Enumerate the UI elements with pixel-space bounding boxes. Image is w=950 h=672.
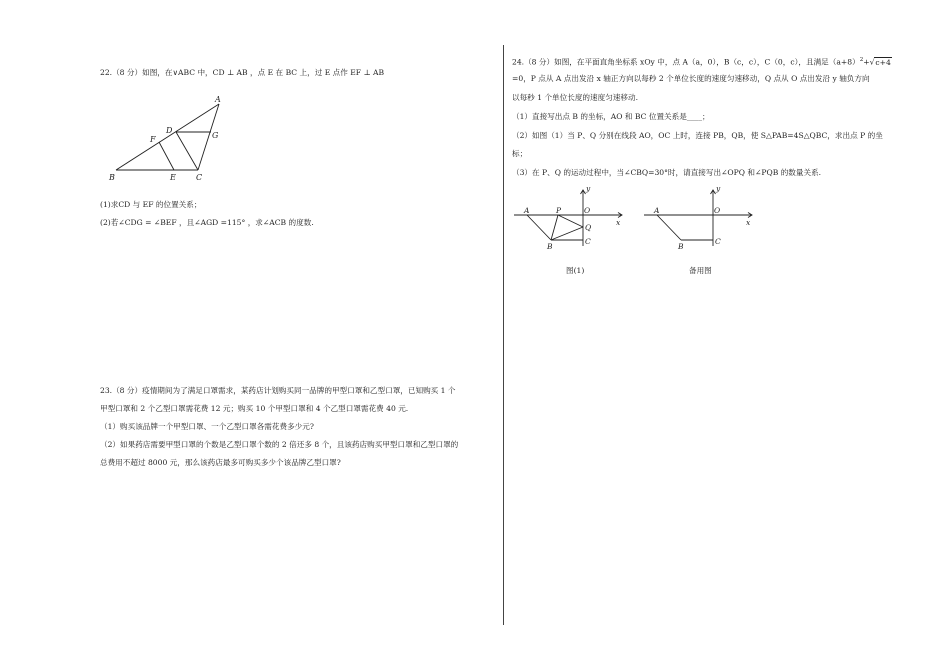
q24-fig1-caption: 图(1) bbox=[566, 266, 585, 275]
q24-exponent: 2 bbox=[859, 57, 864, 63]
q23-part1: （1）购买该品牌一个甲型口罩、一个乙型口罩各需花费多少元? bbox=[100, 422, 314, 431]
fig1-label-O: O bbox=[584, 206, 591, 215]
q24-part2b: 标； bbox=[512, 149, 528, 158]
fig1-label-y: y bbox=[586, 184, 591, 193]
q24-part3: （3）在 P、Q 的运动过程中，当∠CBQ=30°时，请直接写出∠OPQ 和∠PQB 的数量关系. bbox=[512, 168, 822, 177]
q23-line2: 甲型口罩和 2 个乙型口罩需花费 12 元；购买 10 个甲型口罩和 4 个乙型口罩需花费 40 元. bbox=[100, 404, 409, 413]
q22-part1: (1)求CD 与 EF 的位置关系； bbox=[100, 200, 202, 209]
label-G: G bbox=[212, 131, 219, 140]
fig1-label-x: x bbox=[616, 218, 621, 227]
fig1-label-Q: Q bbox=[585, 223, 592, 232]
q24-line1: 24.（8 分）如图，在平面直角坐标系 xOy 中，点 A（a，0），B（c，c），C（0，c），且满足$(a+8)^2+√c+4$ bbox=[512, 57, 891, 67]
q23-part2b: 总费用不超过 8000 元，那么该药店最多可购买多少个该品牌乙型口罩? bbox=[100, 458, 341, 467]
fig2-label-y: y bbox=[716, 184, 721, 193]
fig2-label-A: A bbox=[654, 206, 660, 215]
q24-fig2-caption: 备用图 bbox=[689, 266, 712, 275]
label-B: B bbox=[109, 173, 115, 182]
q23-line1: 23.（8 分）疫情期间为了满足口罩需求，某药店计划购买同一品牌的甲型口罩和乙型口罩，已知购买 1 个 bbox=[100, 386, 456, 395]
fig2-label-B: B bbox=[678, 242, 684, 251]
fig1-label-P: P bbox=[556, 206, 562, 215]
q24-sqrt: c+4 bbox=[875, 57, 891, 67]
label-A: A bbox=[215, 95, 221, 104]
label-C: C bbox=[196, 173, 203, 182]
fig1-label-A: A bbox=[524, 206, 530, 215]
fig1-label-B: B bbox=[547, 242, 553, 251]
label-D: D bbox=[166, 126, 173, 135]
q24-part1: （1）直接写出点 B 的坐标，AO 和 BC 位置关系是____； bbox=[512, 112, 710, 121]
fig2-label-O: O bbox=[714, 206, 721, 215]
label-F: F bbox=[150, 135, 156, 144]
q24-part2a: （2）如图（1）当 P、Q 分别在线段 AO，OC 上时，连接 PB，QB，使 S△PAB=4S△QBC，求出点 P 的坐 bbox=[512, 131, 883, 140]
q24-line3: 以每秒 1 个单位长度的速度匀速移动. bbox=[512, 93, 638, 102]
q22-stem: 22.（8 分）如图，在∨ABC 中，CD ⊥ AB ，点 E 在 BC 上，过 E 点作 EF ⊥ AB bbox=[100, 68, 385, 77]
q24-plus: + bbox=[863, 57, 870, 67]
q24-line2: =0，P 点从 A 点出发沿 x 轴正方向以每秒 2 个单位长度的速度匀速移动，Q 点从 O 点出发沿 y 轴负方向 bbox=[512, 74, 870, 83]
q24-line1-text: 24.（8 分）如图，在平面直角坐标系 xOy 中，点 A（a，0），B（c，c），C（0，c），且满足（a+8） bbox=[512, 57, 860, 67]
column-divider bbox=[503, 45, 504, 625]
fig1-label-C: C bbox=[585, 237, 591, 246]
q22-part2: (2)若∠CDG = ∠BEF ，且∠AGD =115° ，求∠ACB 的度数. bbox=[100, 218, 314, 227]
fig2-label-x: x bbox=[746, 218, 751, 227]
q23-part2a: （2）如果药店需要甲型口罩的个数是乙型口罩个数的 2 倍还多 8 个，且该药店购买甲型口罩和乙型口罩的 bbox=[100, 440, 459, 449]
q24-figure-1 bbox=[510, 182, 630, 254]
q24-figure-spare bbox=[640, 182, 760, 254]
q22-triangle-figure bbox=[104, 92, 234, 188]
label-E: E bbox=[170, 173, 176, 182]
fig2-label-C: C bbox=[715, 237, 721, 246]
